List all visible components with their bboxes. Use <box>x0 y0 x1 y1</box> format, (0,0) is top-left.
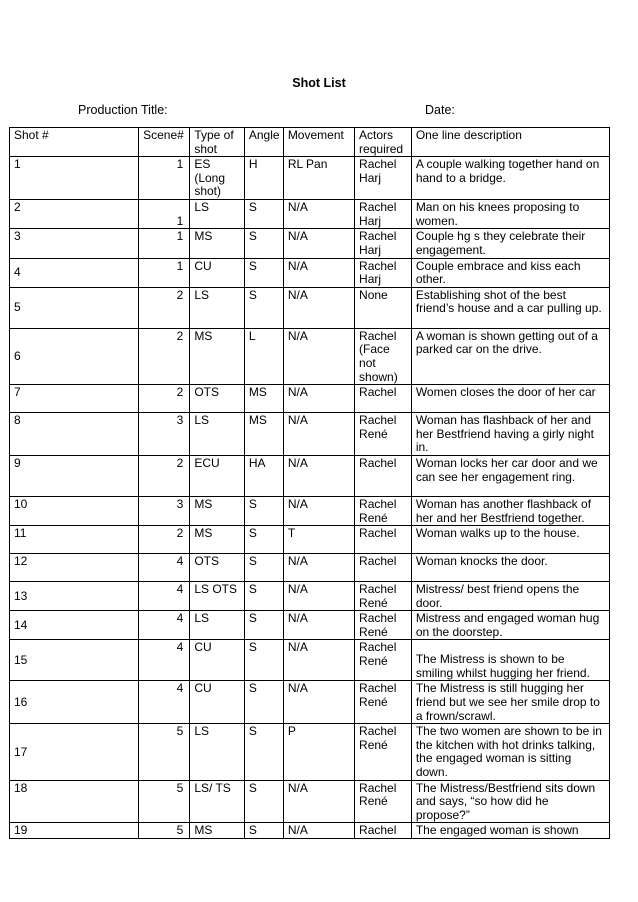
table-row <box>10 200 610 229</box>
scene-number-cell: 2 <box>139 287 190 328</box>
description-cell: The Mistress is shown to be smiling whilst hugging her friend. <box>411 640 609 681</box>
angle-cell: HA <box>244 455 283 496</box>
actors-cell: Rachel <box>355 385 412 413</box>
movement-cell: RL Pan <box>283 157 354 200</box>
scene-number-cell: 2 <box>139 385 190 413</box>
production-title-label: Production Title: <box>78 103 168 117</box>
movement-cell: N/A <box>283 385 354 413</box>
table-row <box>10 287 610 328</box>
table-row <box>10 611 610 640</box>
angle-cell: MS <box>244 385 283 413</box>
shot-type-cell: LS <box>190 200 245 229</box>
table-row <box>10 526 610 554</box>
shot-type-cell: LS OTS <box>190 582 245 611</box>
movement-cell: N/A <box>283 287 354 328</box>
actors-cell: Rachel Harj <box>355 157 412 200</box>
description-cell: A woman is shown getting out of a parked car on the drive. <box>411 328 609 384</box>
angle-cell: S <box>244 496 283 525</box>
actors-cell: Rachel (Face not shown) <box>355 328 412 384</box>
shot-number-cell: 2 <box>10 200 139 229</box>
table-row <box>10 455 610 496</box>
header-angle: Angle <box>244 128 283 157</box>
scene-number-cell: 4 <box>139 640 190 681</box>
table-row <box>10 681 610 724</box>
angle-cell: S <box>244 554 283 582</box>
scene-number-cell: 2 <box>139 328 190 384</box>
shot-number-cell: 12 <box>10 554 139 582</box>
scene-number-cell: 2 <box>139 455 190 496</box>
actors-cell: Rachel Harj <box>355 229 412 258</box>
shot-type-cell: OTS <box>190 554 245 582</box>
movement-cell: N/A <box>283 200 354 229</box>
shot-number-cell: 19 <box>10 823 139 839</box>
movement-cell: N/A <box>283 229 354 258</box>
scene-number-cell: 2 <box>139 526 190 554</box>
page-title: Shot List <box>292 76 346 90</box>
description-cell: Women closes the door of her car <box>411 385 609 413</box>
movement-cell: N/A <box>283 328 354 384</box>
angle-cell: S <box>244 229 283 258</box>
shot-number-cell: 6 <box>10 328 139 384</box>
shot-number-cell: 16 <box>10 681 139 724</box>
shot-type-cell: LS <box>190 611 245 640</box>
movement-cell: P <box>283 724 354 780</box>
table-row <box>10 328 610 384</box>
angle-cell: S <box>244 640 283 681</box>
shot-type-cell: OTS <box>190 385 245 413</box>
scene-number-cell: 4 <box>139 681 190 724</box>
scene-number-cell: 1 <box>139 258 190 287</box>
shot-number-cell: 13 <box>10 582 139 611</box>
angle-cell: S <box>244 724 283 780</box>
scene-number-cell: 1 <box>139 200 190 229</box>
angle-cell: S <box>244 611 283 640</box>
description-cell: Mistress and engaged woman hug on the doorstep. <box>411 611 609 640</box>
movement-cell: N/A <box>283 823 354 839</box>
actors-cell: Rachel René <box>355 611 412 640</box>
shot-number-cell: 3 <box>10 229 139 258</box>
movement-cell: N/A <box>283 258 354 287</box>
actors-cell: Rachel <box>355 526 412 554</box>
actors-cell: Rachel <box>355 455 412 496</box>
movement-cell: N/A <box>283 554 354 582</box>
actors-cell: Rachel René <box>355 724 412 780</box>
table-row <box>10 157 610 200</box>
description-cell: Woman has flashback of her and her Bestfriend having a girly night in. <box>411 413 609 456</box>
actors-cell: None <box>355 287 412 328</box>
header-shot: Shot # <box>10 128 139 157</box>
shot-number-cell: 7 <box>10 385 139 413</box>
shot-number-cell: 4 <box>10 258 139 287</box>
shot-type-cell: MS <box>190 823 245 839</box>
actors-cell: Rachel <box>355 823 412 839</box>
actors-cell: Rachel <box>355 554 412 582</box>
header-scene: Scene# <box>139 128 190 157</box>
shot-type-cell: LS <box>190 413 245 456</box>
angle-cell: H <box>244 157 283 200</box>
shot-type-cell: CU <box>190 640 245 681</box>
angle-cell: S <box>244 582 283 611</box>
header-movement: Movement <box>283 128 354 157</box>
shot-number-cell: 15 <box>10 640 139 681</box>
description-cell: Woman locks her car door and we can see her engagement ring. <box>411 455 609 496</box>
shot-number-cell: 17 <box>10 724 139 780</box>
shot-type-cell: ECU <box>190 455 245 496</box>
shot-number-cell: 14 <box>10 611 139 640</box>
description-cell: A couple walking together hand on hand to a bridge. <box>411 157 609 200</box>
header-description: One line description <box>411 128 609 157</box>
actors-cell: Rachel Harj <box>355 200 412 229</box>
shot-number-cell: 5 <box>10 287 139 328</box>
description-cell: The engaged woman is shown <box>411 823 609 839</box>
actors-cell: Rachel René <box>355 413 412 456</box>
shot-type-cell: MS <box>190 229 245 258</box>
shot-type-cell: ES (Long shot) <box>190 157 245 200</box>
description-cell: The Mistress is still hugging her friend but we see her smile drop to a frown/scrawl. <box>411 681 609 724</box>
date-label: Date: <box>425 103 455 117</box>
scene-number-cell: 5 <box>139 823 190 839</box>
movement-cell: N/A <box>283 780 354 823</box>
scene-number-cell: 5 <box>139 724 190 780</box>
description-cell: Woman has another flashback of her and her Bestfriend together. <box>411 496 609 525</box>
actors-cell: Rachel René <box>355 496 412 525</box>
shot-type-cell: MS <box>190 328 245 384</box>
shot-number-cell: 8 <box>10 413 139 456</box>
header-row <box>10 128 610 157</box>
angle-cell: S <box>244 258 283 287</box>
shot-list-table <box>9 127 610 839</box>
shot-type-cell: LS/ TS <box>190 780 245 823</box>
scene-number-cell: 5 <box>139 780 190 823</box>
shot-type-cell: LS <box>190 724 245 780</box>
scene-number-cell: 3 <box>139 413 190 456</box>
angle-cell: S <box>244 287 283 328</box>
shot-number-cell: 10 <box>10 496 139 525</box>
actors-cell: Rachel René <box>355 681 412 724</box>
shot-number-cell: 11 <box>10 526 139 554</box>
scene-number-cell: 4 <box>139 611 190 640</box>
table-row <box>10 780 610 823</box>
table-row <box>10 496 610 525</box>
header-type: Type of shot <box>190 128 245 157</box>
shot-type-cell: MS <box>190 496 245 525</box>
description-cell: Woman knocks the door. <box>411 554 609 582</box>
movement-cell: T <box>283 526 354 554</box>
movement-cell: N/A <box>283 611 354 640</box>
shot-type-cell: CU <box>190 258 245 287</box>
description-cell: Mistress/ best friend opens the door. <box>411 582 609 611</box>
table-row <box>10 582 610 611</box>
movement-cell: N/A <box>283 413 354 456</box>
description-cell: Couple hg s they celebrate their engagement. <box>411 229 609 258</box>
movement-cell: N/A <box>283 455 354 496</box>
shot-type-cell: MS <box>190 526 245 554</box>
table-row <box>10 823 610 839</box>
scene-number-cell: 4 <box>139 582 190 611</box>
actors-cell: Rachel Harj <box>355 258 412 287</box>
shot-number-cell: 1 <box>10 157 139 200</box>
table-row <box>10 554 610 582</box>
table-row <box>10 385 610 413</box>
scene-number-cell: 4 <box>139 554 190 582</box>
angle-cell: S <box>244 823 283 839</box>
scene-number-cell: 1 <box>139 229 190 258</box>
shot-type-cell: LS <box>190 287 245 328</box>
scene-number-cell: 3 <box>139 496 190 525</box>
shot-number-cell: 18 <box>10 780 139 823</box>
table-row <box>10 640 610 681</box>
description-cell: Establishing shot of the best friend’s house and a car pulling up. <box>411 287 609 328</box>
angle-cell: S <box>244 780 283 823</box>
angle-cell: MS <box>244 413 283 456</box>
shot-type-cell: CU <box>190 681 245 724</box>
header-actors: Actors required <box>355 128 412 157</box>
movement-cell: N/A <box>283 640 354 681</box>
table-row <box>10 413 610 456</box>
actors-cell: Rachel René <box>355 780 412 823</box>
angle-cell: L <box>244 328 283 384</box>
description-cell: Man on his knees proposing to women. <box>411 200 609 229</box>
angle-cell: S <box>244 200 283 229</box>
actors-cell: Rachel René <box>355 640 412 681</box>
description-cell: The two women are shown to be in the kitchen with hot drinks talking, the engaged woman is sitting down. <box>411 724 609 780</box>
movement-cell: N/A <box>283 681 354 724</box>
shot-number-cell: 9 <box>10 455 139 496</box>
description-cell: The Mistress/Bestfriend sits down and says, “so how did he propose?” <box>411 780 609 823</box>
movement-cell: N/A <box>283 582 354 611</box>
actors-cell: Rachel René <box>355 582 412 611</box>
table-row <box>10 258 610 287</box>
table-row <box>10 229 610 258</box>
table-row <box>10 724 610 780</box>
movement-cell: N/A <box>283 496 354 525</box>
description-cell: Couple embrace and kiss each other. <box>411 258 609 287</box>
scene-number-cell: 1 <box>139 157 190 200</box>
description-cell: Woman walks up to the house. <box>411 526 609 554</box>
angle-cell: S <box>244 681 283 724</box>
angle-cell: S <box>244 526 283 554</box>
